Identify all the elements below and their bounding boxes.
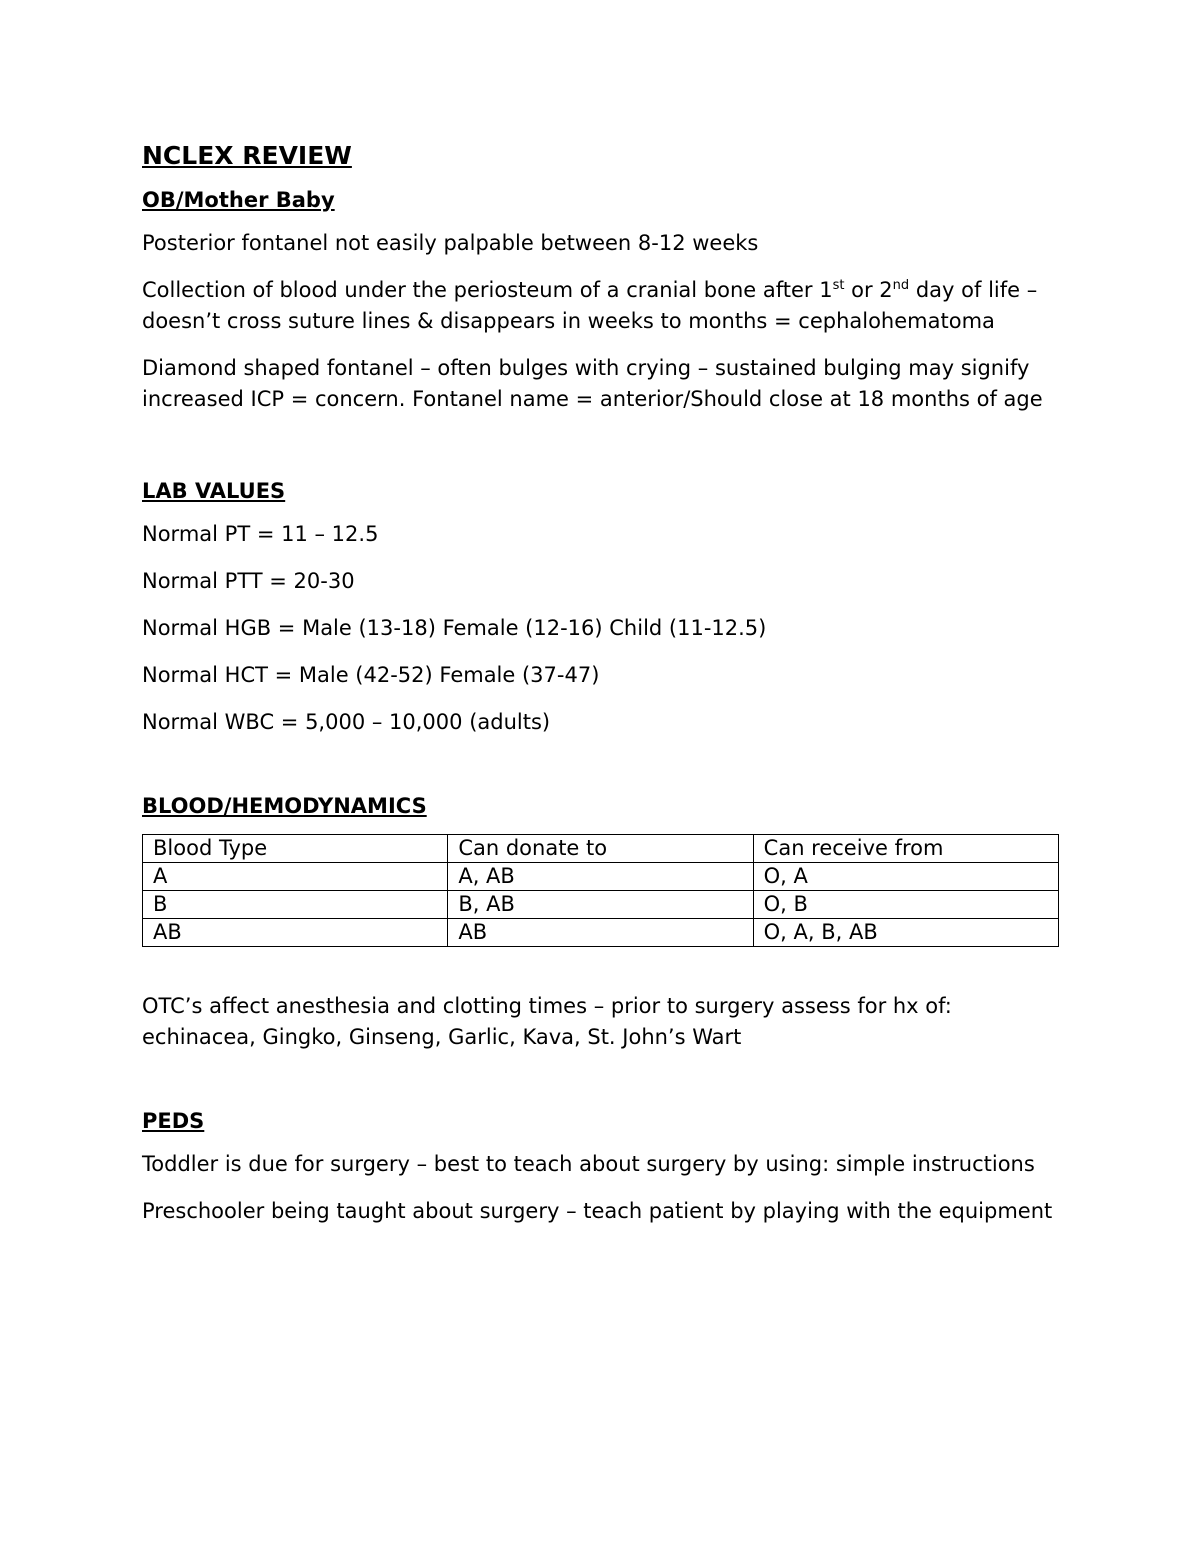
table-cell: AB [143, 919, 448, 947]
lab-item: Normal WBC = 5,000 – 10,000 (adults) [142, 710, 551, 734]
table-header-cell: Can receive from [753, 835, 1058, 863]
table-row [143, 919, 1059, 947]
table-header-cell: Can donate to [448, 835, 753, 863]
table-cell: O, A, B, AB [753, 919, 1058, 947]
section-heading-lab: LAB VALUES [142, 479, 286, 503]
page-title: NCLEX REVIEW [142, 141, 352, 170]
table-header-row [143, 835, 1059, 863]
section-heading-peds: PEDS [142, 1109, 205, 1133]
table-cell: B, AB [448, 891, 753, 919]
table-row [143, 863, 1059, 891]
table-cell: A, AB [448, 863, 753, 891]
ob-p2-text-b: or 2 [844, 278, 893, 302]
ob-p2-text-c: day of life – doesn’t cross suture lines & disappears in weeks to months = cephalohematoma [142, 278, 1038, 333]
section-heading-ob: OB/Mother Baby [142, 188, 335, 212]
ob-paragraph-2 [142, 275, 1062, 337]
table-cell: B [143, 891, 448, 919]
lab-item: Normal PTT = 20-30 [142, 569, 355, 593]
ob-paragraph-1: Posterior fontanel not easily palpable between 8-12 weeks [142, 231, 759, 255]
ob-p2-sup-2: nd [892, 278, 910, 293]
table-cell: O, A [753, 863, 1058, 891]
otc-paragraph: OTC’s affect anesthesia and clotting times – prior to surgery assess for hx of: echinacea, Gingko, Ginseng, Garlic, Kava, St. John’s Wart [142, 994, 952, 1049]
ob-p2-sup-1: st [832, 278, 845, 293]
peds-paragraph-1: Toddler is due for surgery – best to teach about surgery by using: simple instructions [142, 1152, 1035, 1176]
table-cell: A [143, 863, 448, 891]
lab-item: Normal HGB = Male (13-18) Female (12-16) Child (11-12.5) [142, 616, 767, 640]
peds-paragraph-2: Preschooler being taught about surgery – teach patient by playing with the equipment [142, 1199, 1053, 1223]
ob-paragraph-3: Diamond shaped fontanel – often bulges with crying – sustained bulging may signify increased ICP = concern. Fontanel name = anterior/Should close at 18 months of age [142, 356, 1043, 411]
document-page [142, 138, 1062, 1243]
blood-type-table [142, 834, 1059, 947]
table-cell: O, B [753, 891, 1058, 919]
section-heading-blood: BLOOD/HEMODYNAMICS [142, 794, 427, 818]
table-header-cell: Blood Type [143, 835, 448, 863]
table-row [143, 891, 1059, 919]
lab-item: Normal PT = 11 – 12.5 [142, 522, 379, 546]
table-cell: AB [448, 919, 753, 947]
lab-item: Normal HCT = Male (42-52) Female (37-47) [142, 663, 600, 687]
ob-p2-text-a: Collection of blood under the periosteum of a cranial bone after 1 [142, 278, 833, 302]
